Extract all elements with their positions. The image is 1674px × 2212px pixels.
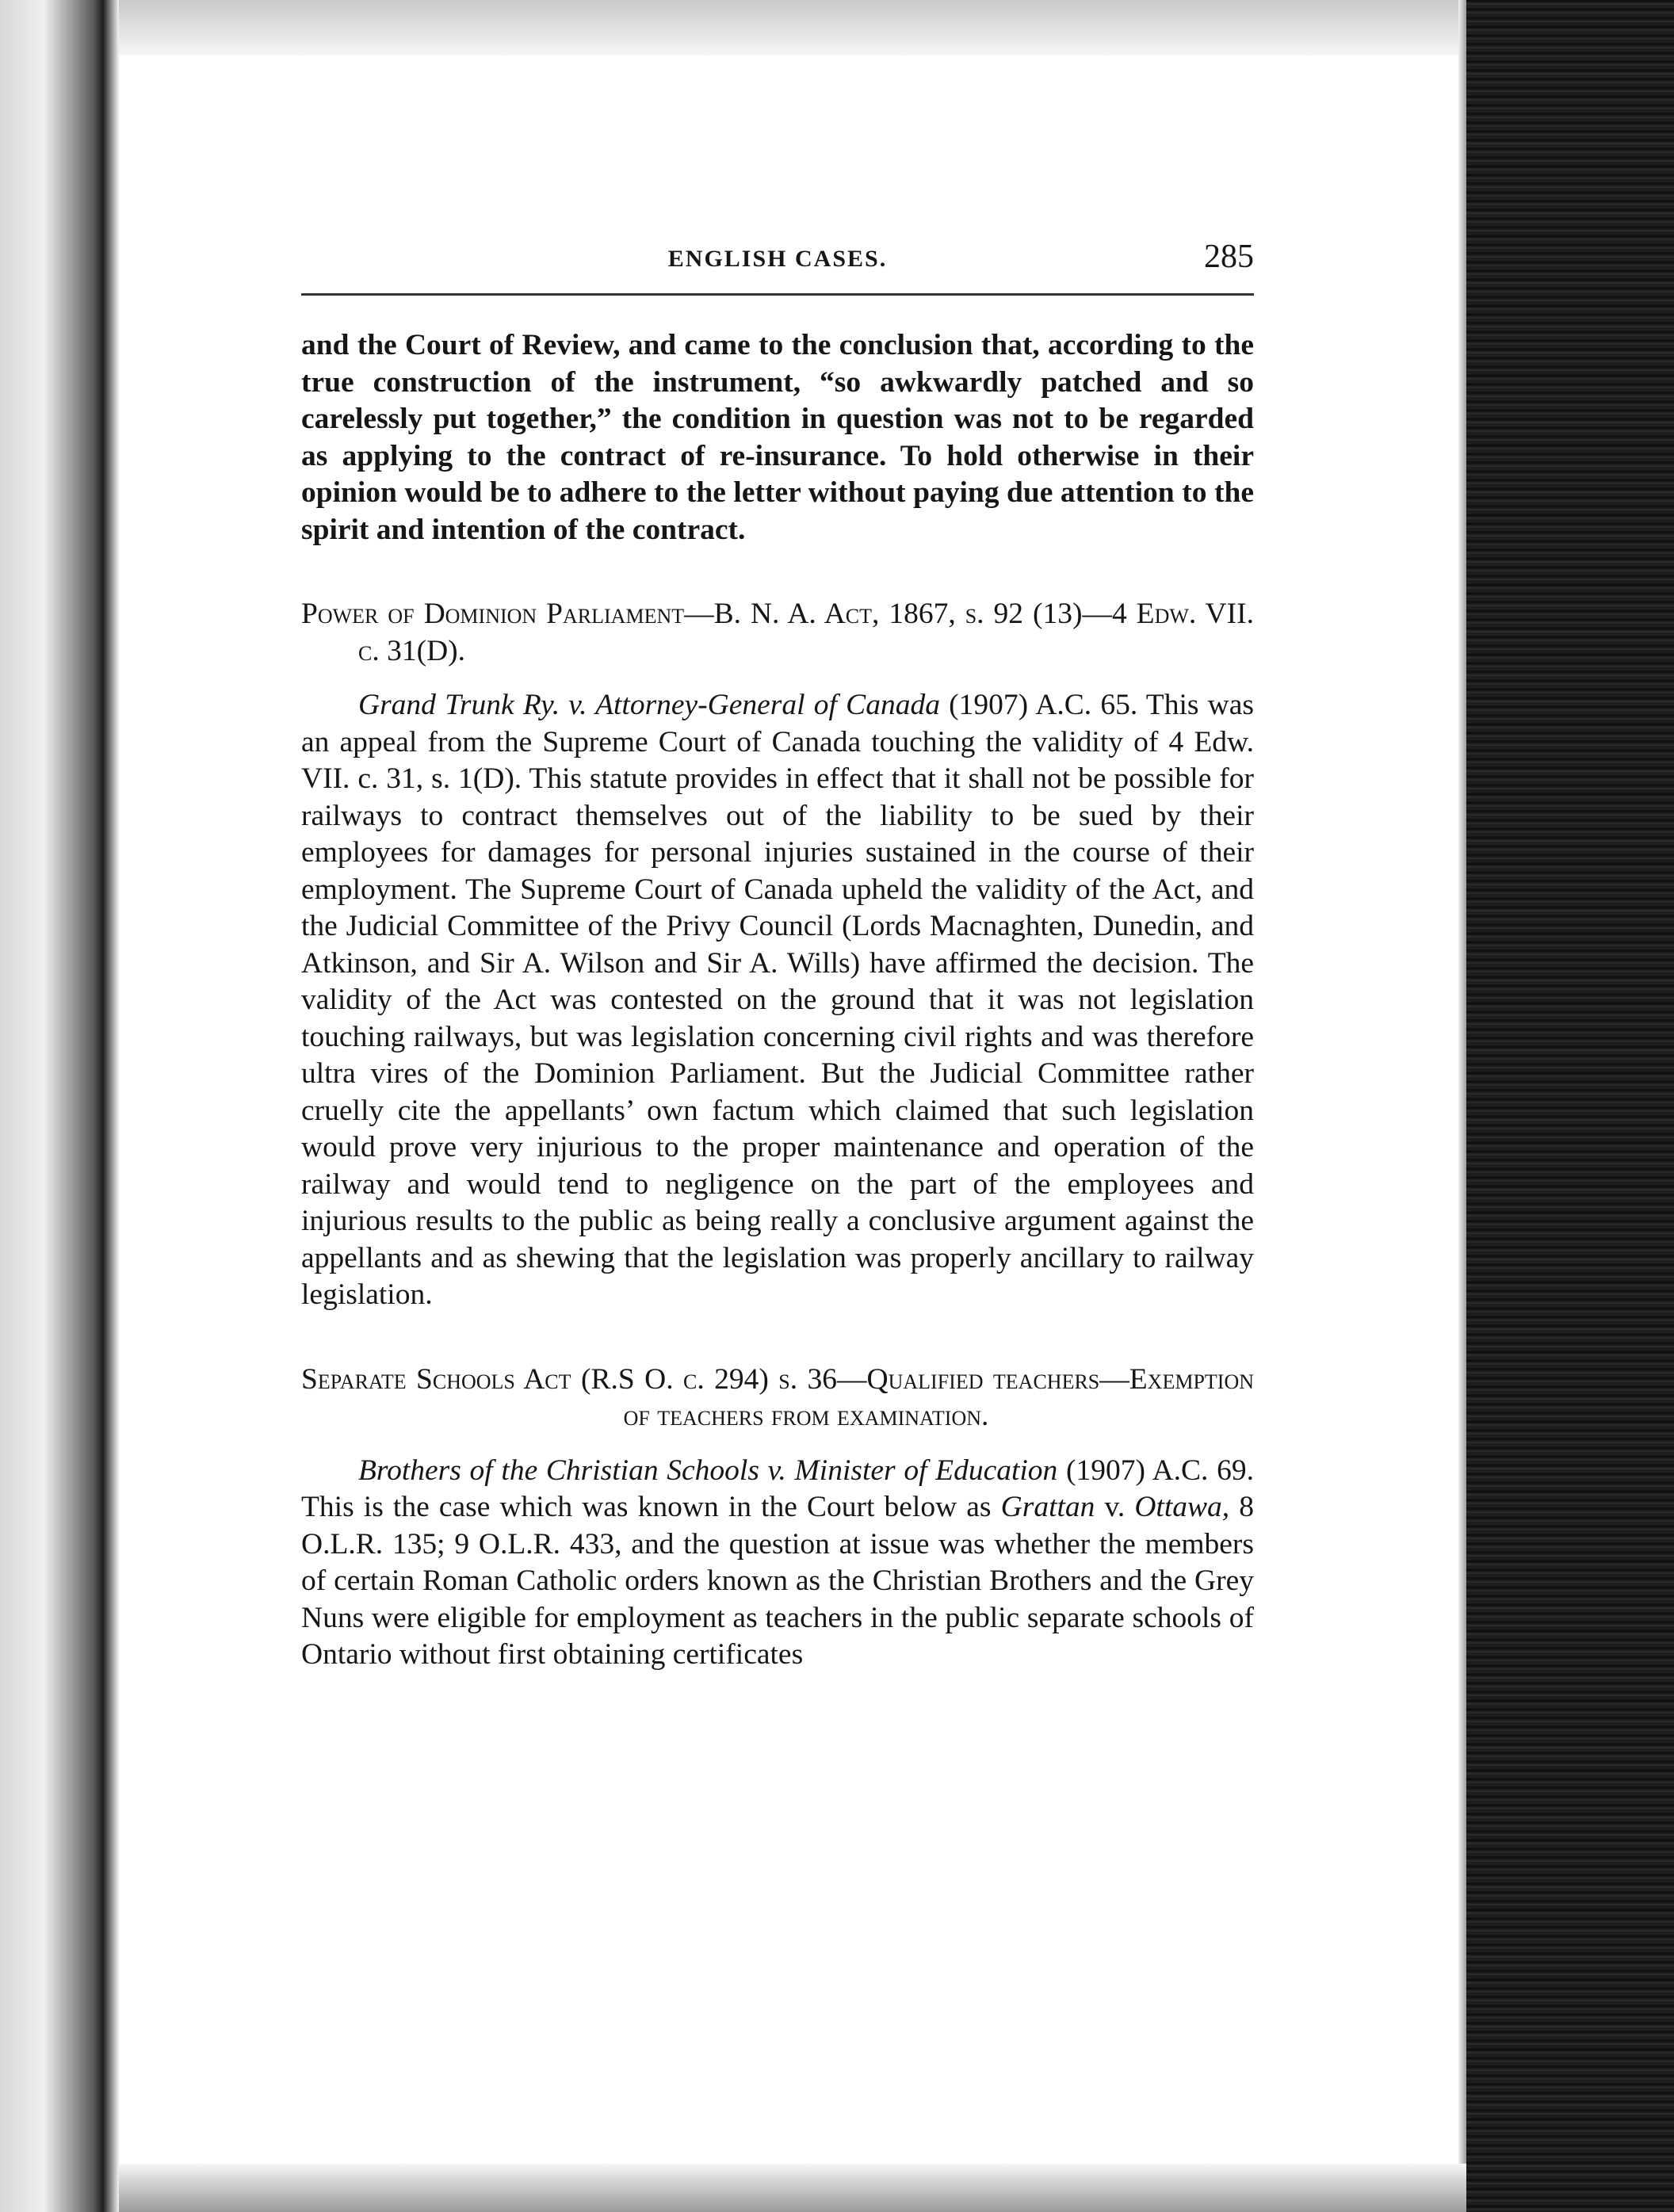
running-head <box>301 238 1254 285</box>
paragraph-grand-trunk-text: (1907) A.C. 65. This was an appeal from the Supreme Court of Canada touching the validity of 4 Edw. VII. c. 31, s. 1(D). This statute provides in effect that it shall not be possible for railways to contract themselves out of the liability to be sued by their employees for damages for personal injuries sustained in the course of their employment. The Supreme Court of Canada upheld the validity of the Act, and the Judicial Committee of the Privy Council (Lords Macnaghten, Dunedin, and Atkinson, and Sir A. Wilson and Sir A. Wills) have affirmed the decision. The validity of the Act was contested on the ground that it was not legislation touching railways, but was legislation concerning civil rights and was therefore ultra vires of the Dominion Parliament. But the Judicial Committee rather cruelly cite the appellants’ own factum which claimed that such legislation would prove very injurious to the proper maintenance and operation of the railway and would tend to negligence on the part of the employees and injurious results to the public as being really a conclusive argument against the appellants and as shewing that the legislation was properly ancillary to railway legislation. <box>301 689 1254 1311</box>
paragraph-christian-brothers <box>301 1453 1254 1674</box>
case-name-grattan: Grattan <box>1000 1491 1095 1523</box>
running-title: ENGLISH CASES. <box>667 246 888 272</box>
scan-bottom-edge <box>119 2164 1466 2212</box>
page-number: 285 <box>1204 239 1254 275</box>
case-name-christian-brothers: Brothers of the Christian Schools v. Minister of Education <box>358 1454 1058 1487</box>
scan-top-edge <box>119 0 1466 55</box>
scan-left-edge <box>0 0 119 2212</box>
case-name-grand-trunk: Grand Trunk Ry. v. Attorney-General of Canada <box>358 689 940 721</box>
paragraph-christian-brothers-text-a: (1907) A.C. 69. This is the case which was known in the Court below as <box>301 1454 1254 1523</box>
case-name-ottawa: Ottawa, <box>1134 1491 1230 1523</box>
header-rule <box>301 293 1254 296</box>
section-heading-dominion-parliament: Power of Dominion Parliament—B. N. A. Act, 1867, s. 92 (13)—4 Edw. VII. c. 31(D). <box>301 598 1254 667</box>
scan-right-edge <box>1466 0 1674 2212</box>
book-page <box>301 238 1254 1674</box>
paragraph-christian-brothers-text-b: 8 O.L.R. 135; 9 O.L.R. 433, and the question at issue was whether the members of certain Roman Catholic orders known as the Christian Brothers and the Grey Nuns were eligible for employment as teachers in the public separate schools of Ontario without first obtaining certificates <box>301 1491 1254 1671</box>
carryover-paragraph: and the Court of Review, and came to the conclusion that, according to the true construction of the instrument, “so awkwardly patched and so carelessly put together,” the condition in question was not to be regarded as applying to the contract of re-insurance. To hold otherwise in their opinion would be to adhere to the letter without paying due attention to the spirit and intention of the contract. <box>301 329 1254 546</box>
section-heading-separate-schools: Separate Schools Act (R.S O. c. 294) s. 36—Qualified teachers—Exemption of teachers from examination. <box>301 1362 1254 1432</box>
paragraph-grand-trunk <box>301 687 1254 1314</box>
versus: v. <box>1095 1491 1135 1523</box>
